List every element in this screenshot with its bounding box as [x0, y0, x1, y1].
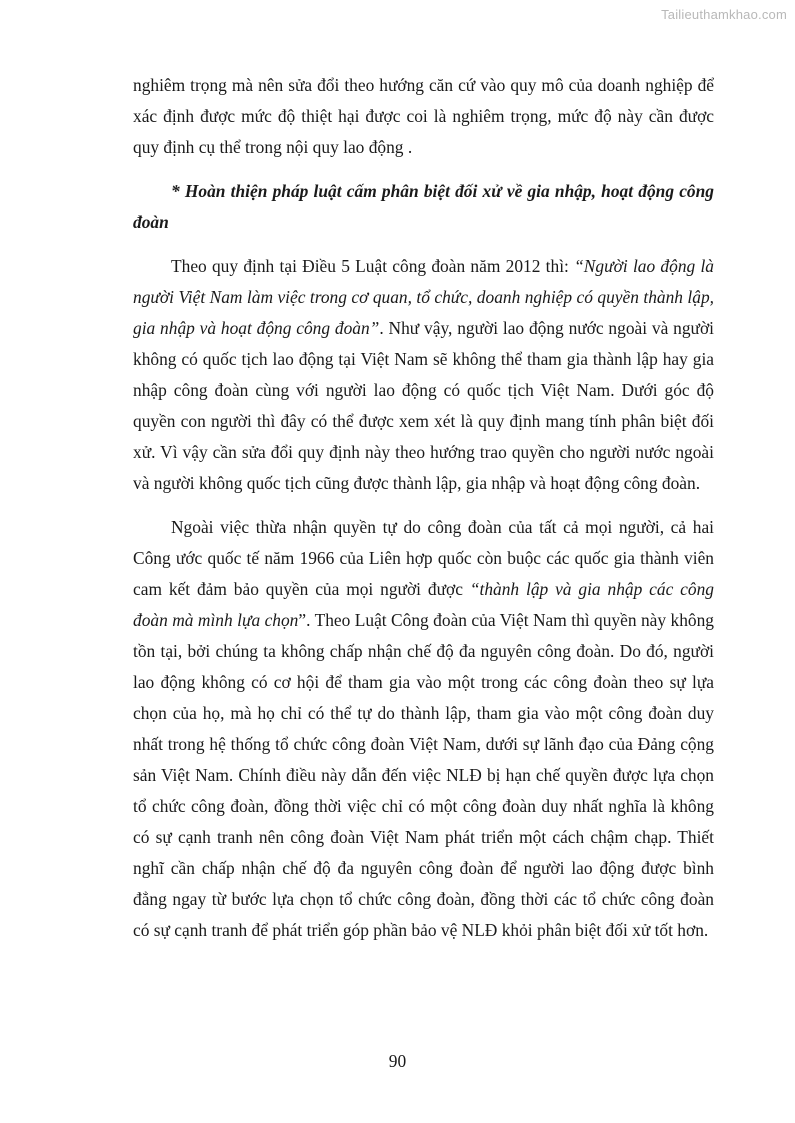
paragraph-text: ”. Theo Luật Công đoàn của Việt Nam thì quyền này không tồn tại, bởi chúng ta không chấp nhận chế độ đa nguyên công đoàn. Do đó, người lao động không có cơ hội để tham gia vào một trong các công đoàn theo sự lựa chọn của họ, mà họ chỉ có thể tự do thành lập, tham gia vào một công đoàn duy nhất trong hệ thống tổ chức công đoàn Việt Nam, dưới sự lãnh đạo của Đảng cộng sản Việt Nam. Chính điều này dẫn đến việc NLĐ bị hạn chế quyền được lựa chọn tổ chức công đoàn, đồng thời việc chỉ có một công đoàn duy nhất nghĩa là không có sự cạnh tranh nên công đoàn Việt Nam phát triển một cách chậm chạp. Thiết nghĩ cần chấp nhận chế độ đa nguyên công đoàn để người lao động được bình đẳng ngay từ bước lựa chọn tổ chức công đoàn, đồng thời các tổ chức công đoàn có sự cạnh tranh để phát triển góp phần bảo vệ NLĐ khỏi phân biệt đối xử tốt hơn. [133, 610, 714, 940]
page-body [133, 70, 714, 946]
paragraph-text: Ngoài việc thừa nhận quyền tự do công đoàn của tất cả mọi người, cả hai Công ước quốc tế năm 1966 của Liên hợp quốc còn buộc các quốc gia thành viên cam kết đảm bảo quyền của mọi người được [133, 517, 714, 599]
paragraph-text: . Như vậy, người lao động nước ngoài và người không có quốc tịch lao động tại Việt Nam sẽ không thể tham gia thành lập hay gia nhập công đoàn cùng với người lao động có quốc tịch Việt Nam. Dưới góc độ quyền con người thì đây có thể được xem xét là quy định mang tính phân biệt đối xử. Vì vậy cần sửa đổi quy định này theo hướng trao quyền cho người nước ngoài và người không quốc tịch cũng được thành lập, gia nhập và hoạt động công đoàn. [133, 318, 714, 493]
covenant-quote: “thành lập và gia nhập các công đoàn mà mình lựa chọn [133, 579, 714, 630]
paragraph-continuation: nghiêm trọng mà nên sửa đổi theo hướng căn cứ vào quy mô của doanh nghiệp để xác định được mức độ thiệt hại được coi là nghiêm trọng, mức độ này cần được quy định cụ thể trong nội quy lao động . [133, 75, 714, 157]
watermark: Tailieuthamkhao.com [661, 7, 787, 22]
law-quote: “Người lao động là người Việt Nam làm việc trong cơ quan, tổ chức, doanh nghiệp có quyền thành lập, gia nhập và hoạt động công đoàn” [133, 256, 714, 338]
paragraph-trade-union-law [133, 251, 714, 499]
page-number: 90 [388, 1051, 407, 1071]
paragraph-international-covenant [133, 512, 714, 946]
paragraph-text: Theo quy định tại Điều 5 Luật công đoàn năm 2012 thì: [171, 256, 575, 276]
section-heading: * Hoàn thiện pháp luật cấm phân biệt đối xử về gia nhập, hoạt động công đoàn [133, 181, 714, 232]
